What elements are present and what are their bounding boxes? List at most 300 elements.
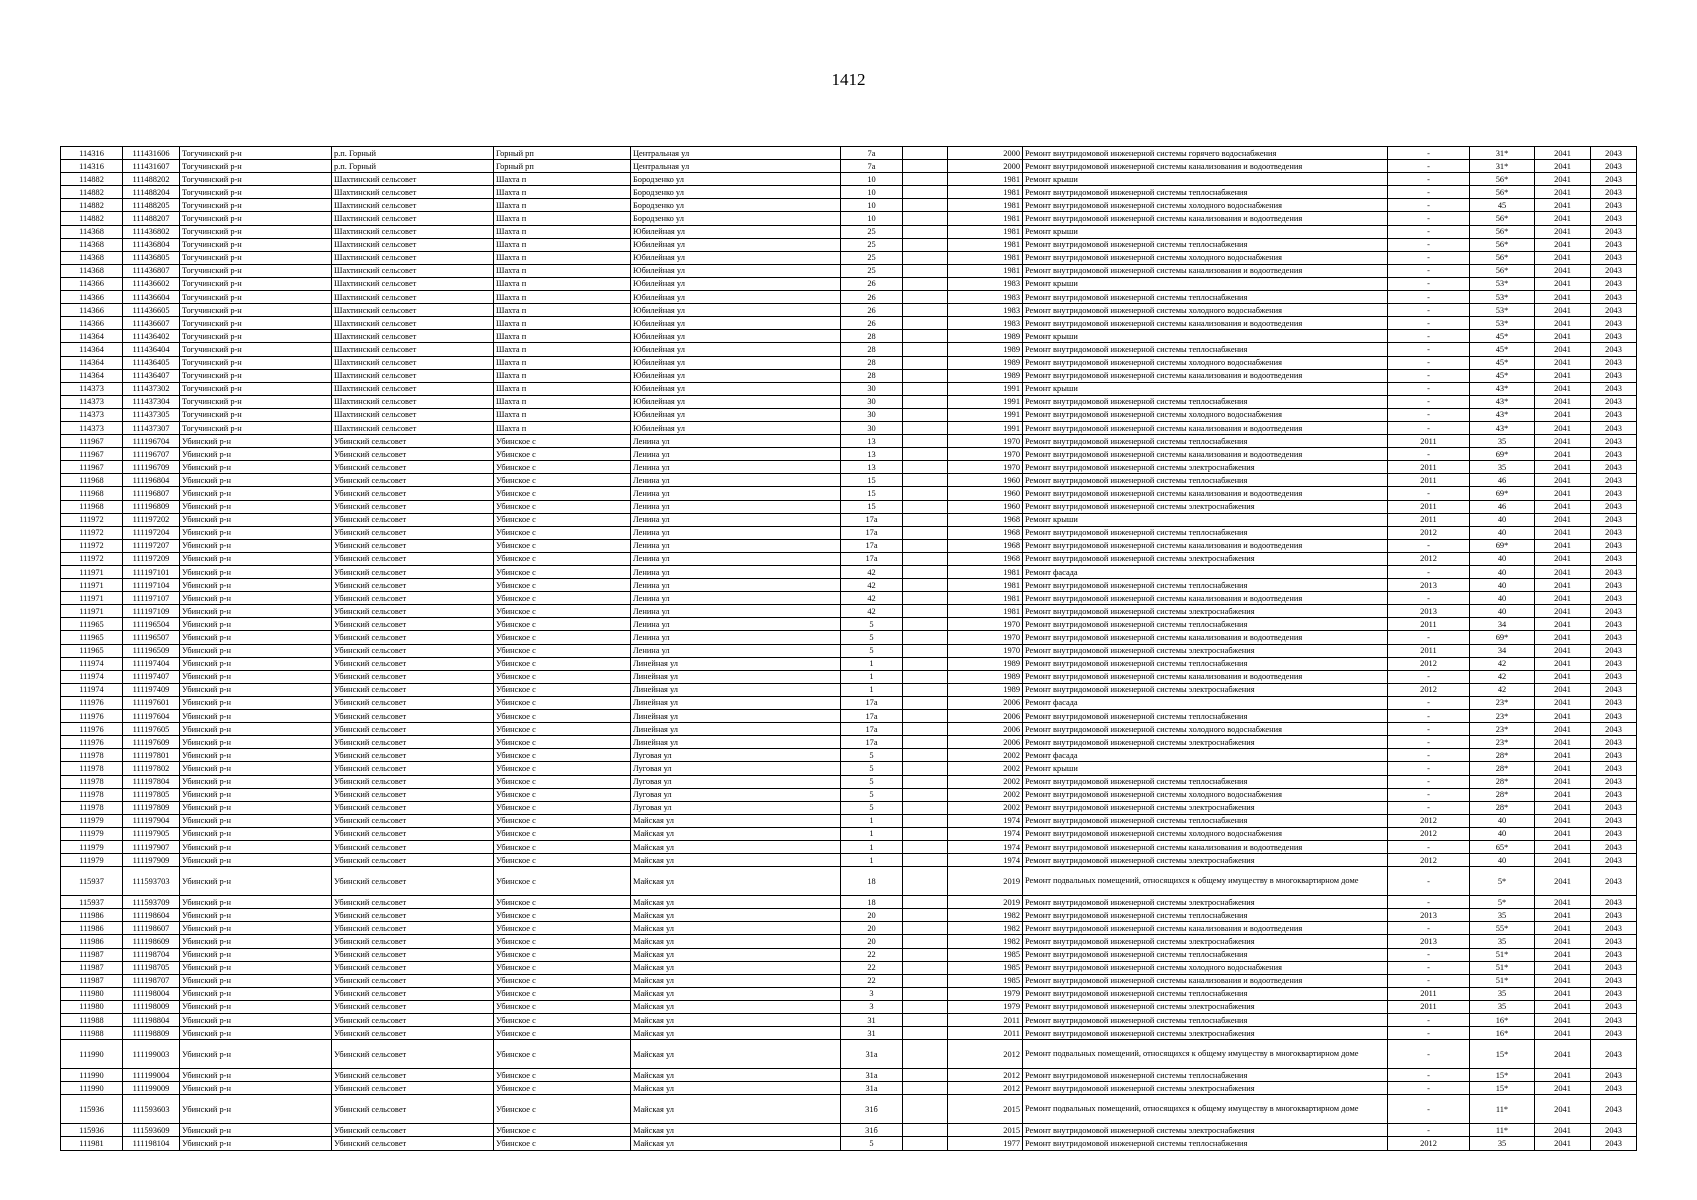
cell-plan-end: 2043 (1591, 173, 1637, 186)
cell-house-number: 22 (841, 948, 903, 961)
cell-work-type: Ремонт внутридомовой инженерной системы теплоснабжения (1023, 238, 1388, 251)
table-row (61, 448, 1637, 461)
cell-house-number: 20 (841, 922, 903, 935)
cell-municipality: Убинский сельсовет (332, 948, 494, 961)
cell-settlement: Убинское с (494, 1082, 631, 1095)
cell-district: Убинский р-н (180, 474, 332, 487)
cell-wear-percent: 35 (1470, 935, 1535, 948)
table-row (61, 186, 1637, 199)
cell-plan-end: 2043 (1591, 369, 1637, 382)
cell-municipality: Убинский сельсовет (332, 896, 494, 909)
cell-house-number: 5 (841, 801, 903, 814)
cell-settlement: Убинское с (494, 723, 631, 736)
cell-house-id: 114882 (61, 186, 123, 199)
cell-district: Тогучинский р-н (180, 199, 332, 212)
cell-year-built: 2002 (948, 801, 1023, 814)
cell-last-repair-year: 2013 (1388, 909, 1470, 922)
cell-municipality: Шахтинский сельсовет (332, 251, 494, 264)
cell-district: Убинский р-н (180, 539, 332, 552)
cell-house-number: 5 (841, 618, 903, 631)
cell-municipality: Шахтинский сельсовет (332, 238, 494, 251)
cell-work-type: Ремонт внутридомовой инженерной системы теплоснабжения (1023, 1014, 1388, 1027)
cell-plan-end: 2043 (1591, 566, 1637, 579)
cell-plan-start: 2041 (1535, 330, 1591, 343)
cell-settlement: Убинское с (494, 670, 631, 683)
cell-municipality: Убинский сельсовет (332, 513, 494, 526)
cell-plan-start: 2041 (1535, 867, 1591, 896)
table-row (61, 657, 1637, 670)
cell-settlement: Убинское с (494, 736, 631, 749)
cell-settlement: Убинское с (494, 788, 631, 801)
table-row (61, 566, 1637, 579)
cell-record-id: 111431606 (123, 147, 180, 160)
cell-house-id: 114366 (61, 291, 123, 304)
cell-settlement: Шахта п (494, 264, 631, 277)
cell-plan-end: 2043 (1591, 710, 1637, 723)
cell-last-repair-year: - (1388, 212, 1470, 225)
cell-last-repair-year: 2011 (1388, 1000, 1470, 1013)
cell-plan-end: 2043 (1591, 867, 1637, 896)
cell-house-number: 31 (841, 1014, 903, 1027)
cell-record-id: 111436805 (123, 251, 180, 264)
cell-year-built: 1981 (948, 212, 1023, 225)
cell-year-built: 1981 (948, 264, 1023, 277)
cell-district: Тогучинский р-н (180, 343, 332, 356)
cell-year-built: 2006 (948, 710, 1023, 723)
table-row (61, 631, 1637, 644)
cell-plan-end: 2043 (1591, 788, 1637, 801)
cell-wear-percent: 15* (1470, 1082, 1535, 1095)
cell-municipality: Убинский сельсовет (332, 922, 494, 935)
cell-settlement: Убинское с (494, 644, 631, 657)
cell-house-id: 111971 (61, 579, 123, 592)
cell-municipality: Убинский сельсовет (332, 592, 494, 605)
cell-building (903, 238, 948, 251)
cell-settlement: Шахта п (494, 356, 631, 369)
table-row (61, 474, 1637, 487)
cell-district: Тогучинский р-н (180, 304, 332, 317)
cell-house-number: 1 (841, 827, 903, 840)
cell-plan-end: 2043 (1591, 251, 1637, 264)
cell-year-built: 1982 (948, 935, 1023, 948)
cell-building (903, 644, 948, 657)
cell-municipality: Убинский сельсовет (332, 526, 494, 539)
cell-record-id: 111196509 (123, 644, 180, 657)
table-row (61, 1124, 1637, 1137)
cell-house-number: 22 (841, 974, 903, 987)
cell-municipality: Шахтинский сельсовет (332, 225, 494, 238)
cell-work-type: Ремонт крыши (1023, 382, 1388, 395)
cell-work-type: Ремонт крыши (1023, 513, 1388, 526)
cell-plan-start: 2041 (1535, 304, 1591, 317)
cell-street: Ленина ул (631, 631, 841, 644)
cell-building (903, 788, 948, 801)
cell-work-type: Ремонт фасада (1023, 566, 1388, 579)
cell-district: Убинский р-н (180, 696, 332, 709)
cell-municipality: Убинский сельсовет (332, 961, 494, 974)
cell-record-id: 111196709 (123, 461, 180, 474)
cell-building (903, 461, 948, 474)
cell-record-id: 111436807 (123, 264, 180, 277)
cell-year-built: 1970 (948, 618, 1023, 631)
cell-district: Убинский р-н (180, 854, 332, 867)
cell-settlement: Убинское с (494, 500, 631, 513)
cell-record-id: 111436404 (123, 343, 180, 356)
cell-municipality: р.п. Горный (332, 160, 494, 173)
cell-street: Бородзенко ул (631, 212, 841, 225)
cell-street: Линейная ул (631, 723, 841, 736)
cell-wear-percent: 65* (1470, 840, 1535, 853)
cell-plan-start: 2041 (1535, 922, 1591, 935)
cell-street: Майская ул (631, 948, 841, 961)
cell-plan-start: 2041 (1535, 1137, 1591, 1150)
cell-municipality: Убинский сельсовет (332, 987, 494, 1000)
cell-house-id: 111971 (61, 592, 123, 605)
cell-district: Убинский р-н (180, 1082, 332, 1095)
cell-work-type: Ремонт внутридомовой инженерной системы холодного водоснабжения (1023, 788, 1388, 801)
table-row (61, 801, 1637, 814)
cell-district: Убинский р-н (180, 657, 332, 670)
cell-municipality: Убинский сельсовет (332, 749, 494, 762)
cell-house-id: 114373 (61, 408, 123, 421)
cell-year-built: 1989 (948, 343, 1023, 356)
cell-last-repair-year: - (1388, 251, 1470, 264)
cell-year-built: 1968 (948, 552, 1023, 565)
cell-house-id: 111986 (61, 922, 123, 935)
cell-house-number: 17а (841, 513, 903, 526)
cell-work-type: Ремонт внутридомовой инженерной системы электроснабжения (1023, 644, 1388, 657)
cell-street: Линейная ул (631, 736, 841, 749)
cell-wear-percent: 56* (1470, 251, 1535, 264)
cell-settlement: Убинское с (494, 922, 631, 935)
cell-wear-percent: 40 (1470, 605, 1535, 618)
cell-last-repair-year: - (1388, 343, 1470, 356)
cell-municipality: Шахтинский сельсовет (332, 186, 494, 199)
cell-record-id: 111197409 (123, 683, 180, 696)
cell-municipality: Шахтинский сельсовет (332, 264, 494, 277)
cell-street: Ленина ул (631, 435, 841, 448)
cell-street: Майская ул (631, 922, 841, 935)
cell-settlement: Убинское с (494, 552, 631, 565)
cell-work-type: Ремонт внутридомовой инженерной системы электроснабжения (1023, 854, 1388, 867)
cell-plan-start: 2041 (1535, 317, 1591, 330)
cell-wear-percent: 45* (1470, 369, 1535, 382)
cell-building (903, 566, 948, 579)
cell-year-built: 1981 (948, 225, 1023, 238)
cell-house-id: 111978 (61, 801, 123, 814)
cell-wear-percent: 11* (1470, 1124, 1535, 1137)
cell-municipality: Убинский сельсовет (332, 788, 494, 801)
table-row (61, 212, 1637, 225)
cell-municipality: Шахтинский сельсовет (332, 369, 494, 382)
cell-record-id: 111488202 (123, 173, 180, 186)
cell-year-built: 2012 (948, 1069, 1023, 1082)
cell-house-number: 1 (841, 840, 903, 853)
cell-wear-percent: 53* (1470, 317, 1535, 330)
cell-wear-percent: 23* (1470, 723, 1535, 736)
cell-house-number: 31 (841, 1027, 903, 1040)
cell-house-number: 15 (841, 474, 903, 487)
cell-settlement: Шахта п (494, 421, 631, 434)
cell-plan-end: 2043 (1591, 160, 1637, 173)
cell-wear-percent: 40 (1470, 579, 1535, 592)
cell-work-type: Ремонт внутридомовой инженерной системы электроснабжения (1023, 500, 1388, 513)
cell-building (903, 160, 948, 173)
cell-last-repair-year: - (1388, 317, 1470, 330)
cell-record-id: 111198809 (123, 1027, 180, 1040)
cell-work-type: Ремонт внутридомовой инженерной системы электроснабжения (1023, 605, 1388, 618)
cell-building (903, 723, 948, 736)
cell-plan-start: 2041 (1535, 356, 1591, 369)
cell-work-type: Ремонт внутридомовой инженерной системы электроснабжения (1023, 461, 1388, 474)
cell-building (903, 487, 948, 500)
cell-plan-end: 2043 (1591, 435, 1637, 448)
cell-house-id: 115937 (61, 867, 123, 896)
table-row (61, 225, 1637, 238)
cell-building (903, 369, 948, 382)
cell-district: Убинский р-н (180, 974, 332, 987)
cell-municipality: Шахтинский сельсовет (332, 212, 494, 225)
cell-wear-percent: 31* (1470, 160, 1535, 173)
cell-municipality: Убинский сельсовет (332, 723, 494, 736)
cell-wear-percent: 23* (1470, 696, 1535, 709)
cell-municipality: Убинский сельсовет (332, 605, 494, 618)
cell-last-repair-year: - (1388, 867, 1470, 896)
cell-wear-percent: 46 (1470, 474, 1535, 487)
cell-settlement: Убинское с (494, 896, 631, 909)
cell-last-repair-year: 2011 (1388, 618, 1470, 631)
cell-wear-percent: 28* (1470, 762, 1535, 775)
cell-wear-percent: 34 (1470, 618, 1535, 631)
cell-house-id: 114882 (61, 199, 123, 212)
cell-settlement: Шахта п (494, 277, 631, 290)
cell-plan-start: 2041 (1535, 657, 1591, 670)
cell-house-number: 30 (841, 395, 903, 408)
cell-last-repair-year: - (1388, 539, 1470, 552)
cell-district: Убинский р-н (180, 683, 332, 696)
cell-house-number: 17а (841, 736, 903, 749)
cell-house-id: 114364 (61, 369, 123, 382)
cell-district: Убинский р-н (180, 644, 332, 657)
cell-street: Майская ул (631, 1137, 841, 1150)
cell-wear-percent: 40 (1470, 526, 1535, 539)
cell-work-type: Ремонт внутридомовой инженерной системы горячего водоснабжения (1023, 147, 1388, 160)
cell-settlement: Горный рп (494, 160, 631, 173)
cell-record-id: 111197802 (123, 762, 180, 775)
cell-house-number: 17а (841, 552, 903, 565)
cell-municipality: Убинский сельсовет (332, 1124, 494, 1137)
cell-work-type: Ремонт внутридомовой инженерной системы теплоснабжения (1023, 435, 1388, 448)
cell-district: Убинский р-н (180, 579, 332, 592)
cell-house-number: 17а (841, 539, 903, 552)
cell-record-id: 111436604 (123, 291, 180, 304)
cell-district: Убинский р-н (180, 788, 332, 801)
cell-plan-end: 2043 (1591, 1069, 1637, 1082)
cell-street: Ленина ул (631, 461, 841, 474)
cell-district: Убинский р-н (180, 840, 332, 853)
cell-plan-end: 2043 (1591, 317, 1637, 330)
table-row (61, 814, 1637, 827)
cell-district: Убинский р-н (180, 461, 332, 474)
cell-work-type: Ремонт внутридомовой инженерной системы холодного водоснабжения (1023, 304, 1388, 317)
cell-wear-percent: 5* (1470, 896, 1535, 909)
cell-year-built: 1979 (948, 987, 1023, 1000)
cell-house-id: 114882 (61, 212, 123, 225)
cell-year-built: 1989 (948, 657, 1023, 670)
cell-record-id: 111437304 (123, 395, 180, 408)
cell-house-id: 111986 (61, 909, 123, 922)
table-row (61, 922, 1637, 935)
cell-building (903, 1069, 948, 1082)
cell-wear-percent: 69* (1470, 487, 1535, 500)
cell-year-built: 1960 (948, 474, 1023, 487)
cell-municipality: Убинский сельсовет (332, 683, 494, 696)
cell-record-id: 111199003 (123, 1040, 180, 1069)
cell-wear-percent: 28* (1470, 788, 1535, 801)
cell-street: Бородзенко ул (631, 186, 841, 199)
cell-last-repair-year: - (1388, 277, 1470, 290)
cell-year-built: 1981 (948, 199, 1023, 212)
cell-municipality: Шахтинский сельсовет (332, 343, 494, 356)
cell-plan-start: 2041 (1535, 461, 1591, 474)
cell-building (903, 395, 948, 408)
cell-last-repair-year: 2012 (1388, 827, 1470, 840)
cell-building (903, 408, 948, 421)
cell-plan-start: 2041 (1535, 474, 1591, 487)
table-row (61, 526, 1637, 539)
cell-record-id: 111198004 (123, 987, 180, 1000)
cell-plan-start: 2041 (1535, 1082, 1591, 1095)
cell-district: Убинский р-н (180, 1000, 332, 1013)
cell-wear-percent: 35 (1470, 987, 1535, 1000)
cell-plan-end: 2043 (1591, 696, 1637, 709)
cell-wear-percent: 15* (1470, 1040, 1535, 1069)
cell-house-id: 111978 (61, 762, 123, 775)
cell-year-built: 1981 (948, 238, 1023, 251)
cell-street: Ленина ул (631, 592, 841, 605)
cell-year-built: 2019 (948, 867, 1023, 896)
cell-house-id: 115937 (61, 896, 123, 909)
cell-municipality: Убинский сельсовет (332, 435, 494, 448)
cell-settlement: Убинское с (494, 592, 631, 605)
cell-settlement: Убинское с (494, 974, 631, 987)
table-row (61, 948, 1637, 961)
cell-house-id: 111972 (61, 513, 123, 526)
cell-plan-end: 2043 (1591, 421, 1637, 434)
cell-plan-end: 2043 (1591, 474, 1637, 487)
cell-street: Ленина ул (631, 552, 841, 565)
cell-house-number: 42 (841, 579, 903, 592)
table-row (61, 723, 1637, 736)
cell-house-number: 7а (841, 160, 903, 173)
cell-municipality: р.п. Горный (332, 147, 494, 160)
cell-plan-start: 2041 (1535, 487, 1591, 500)
cell-year-built: 1985 (948, 948, 1023, 961)
cell-settlement: Убинское с (494, 987, 631, 1000)
cell-plan-end: 2043 (1591, 461, 1637, 474)
cell-plan-start: 2041 (1535, 710, 1591, 723)
cell-year-built: 2015 (948, 1095, 1023, 1124)
cell-house-id: 111979 (61, 814, 123, 827)
cell-house-number: 17а (841, 696, 903, 709)
cell-municipality: Убинский сельсовет (332, 552, 494, 565)
cell-plan-end: 2043 (1591, 225, 1637, 238)
cell-plan-start: 2041 (1535, 160, 1591, 173)
table-row (61, 500, 1637, 513)
cell-street: Юбилейная ул (631, 356, 841, 369)
cell-house-number: 28 (841, 356, 903, 369)
cell-plan-start: 2041 (1535, 814, 1591, 827)
cell-last-repair-year: 2011 (1388, 500, 1470, 513)
cell-last-repair-year: - (1388, 1027, 1470, 1040)
cell-settlement: Шахта п (494, 291, 631, 304)
cell-house-id: 114316 (61, 147, 123, 160)
cell-municipality: Убинский сельсовет (332, 579, 494, 592)
cell-street: Ленина ул (631, 644, 841, 657)
cell-work-type: Ремонт внутридомовой инженерной системы теплоснабжения (1023, 814, 1388, 827)
cell-year-built: 1968 (948, 513, 1023, 526)
cell-last-repair-year: - (1388, 487, 1470, 500)
cell-last-repair-year: 2011 (1388, 435, 1470, 448)
cell-year-built: 2000 (948, 160, 1023, 173)
cell-municipality: Шахтинский сельсовет (332, 277, 494, 290)
cell-plan-start: 2041 (1535, 212, 1591, 225)
cell-street: Юбилейная ул (631, 304, 841, 317)
table-row (61, 683, 1637, 696)
cell-wear-percent: 11* (1470, 1095, 1535, 1124)
cell-year-built: 2006 (948, 723, 1023, 736)
cell-year-built: 2012 (948, 1040, 1023, 1069)
cell-last-repair-year: - (1388, 710, 1470, 723)
cell-plan-end: 2043 (1591, 238, 1637, 251)
table-row (61, 461, 1637, 474)
cell-last-repair-year: - (1388, 173, 1470, 186)
cell-building (903, 1095, 948, 1124)
cell-work-type: Ремонт внутридомовой инженерной системы электроснабжения (1023, 1027, 1388, 1040)
cell-last-repair-year: - (1388, 592, 1470, 605)
cell-house-number: 5 (841, 749, 903, 762)
cell-street: Майская ул (631, 935, 841, 948)
cell-work-type: Ремонт внутридомовой инженерной системы электроснабжения (1023, 683, 1388, 696)
cell-work-type: Ремонт внутридомовой инженерной системы канализования и водоотведения (1023, 448, 1388, 461)
cell-street: Майская ул (631, 1027, 841, 1040)
cell-plan-start: 2041 (1535, 762, 1591, 775)
cell-building (903, 710, 948, 723)
cell-plan-start: 2041 (1535, 186, 1591, 199)
cell-wear-percent: 40 (1470, 814, 1535, 827)
cell-municipality: Убинский сельсовет (332, 1027, 494, 1040)
cell-house-id: 111979 (61, 840, 123, 853)
cell-work-type: Ремонт внутридомовой инженерной системы электроснабжения (1023, 801, 1388, 814)
cell-house-id: 111979 (61, 827, 123, 840)
cell-plan-start: 2041 (1535, 238, 1591, 251)
cell-house-id: 111972 (61, 552, 123, 565)
cell-year-built: 1981 (948, 186, 1023, 199)
cell-house-number: 31а (841, 1069, 903, 1082)
cell-building (903, 448, 948, 461)
cell-municipality: Шахтинский сельсовет (332, 317, 494, 330)
cell-plan-end: 2043 (1591, 343, 1637, 356)
cell-municipality: Убинский сельсовет (332, 474, 494, 487)
cell-work-type: Ремонт крыши (1023, 330, 1388, 343)
cell-street: Юбилейная ул (631, 251, 841, 264)
cell-plan-end: 2043 (1591, 1000, 1637, 1013)
cell-settlement: Убинское с (494, 801, 631, 814)
cell-record-id: 111196507 (123, 631, 180, 644)
cell-plan-start: 2041 (1535, 579, 1591, 592)
table-row (61, 605, 1637, 618)
cell-settlement: Убинское с (494, 526, 631, 539)
